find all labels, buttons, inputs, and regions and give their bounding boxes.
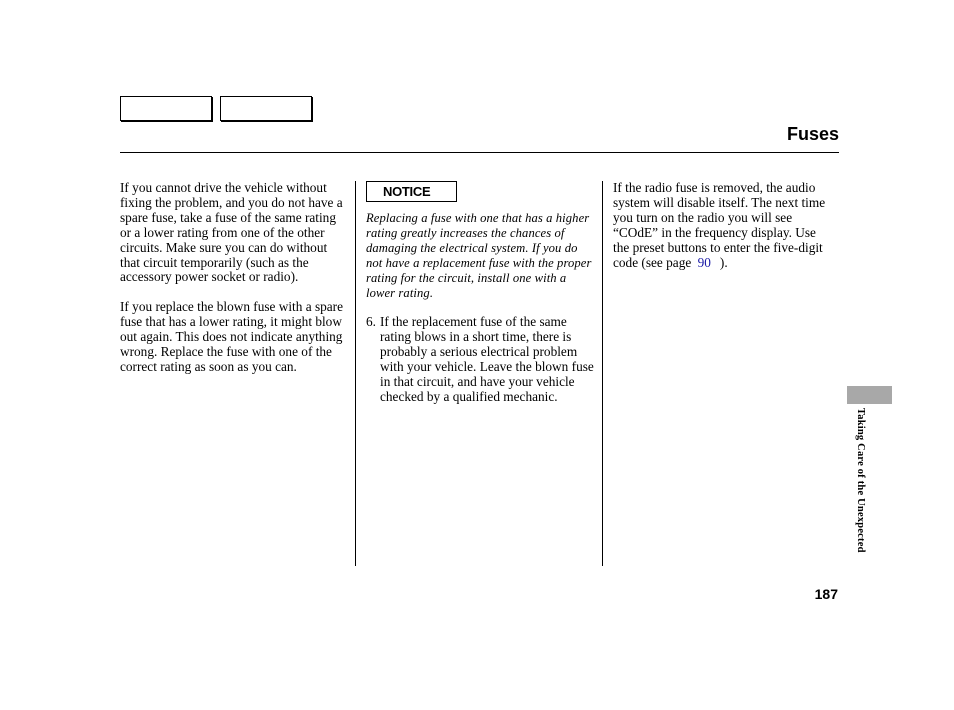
section-title: Fuses [786,124,839,144]
paragraph [613,181,833,270]
paragraph-text-end: ). [719,254,728,270]
chapter-label: Taking Care of the Unexpected [855,408,866,553]
notice-text: Replacing a fuse with one that has a higher rating greatly increases the chances of damaging the electrical system. If you do not have a replacement fuse with the proper rating for the circuit, install one with a lower rating. [366,211,592,300]
page-link[interactable]: 90 [697,254,711,270]
paragraph: If you cannot drive the vehicle without fixing the problem, and you do not have a spare fuse, take a fuse of the same rating or a lower rating from one of the other circuits. Make sure you can do without that circuit temporarily (such as the accessory power socket or radio). [120,180,343,285]
index-button[interactable] [220,96,312,121]
column-divider [602,181,603,566]
step-text: If the replacement fuse of the same rating blows in a short time, there is probably a serious electrical problem with your vehicle. Leave the blown fuse in that circuit, and have your vehicle checked by a qualified mechanic. [380,314,594,404]
page-number: 187 [814,586,838,602]
column-middle [366,181,594,405]
paragraph: If you replace the blown fuse with a spare fuse that has a lower rating, it might blow out again. This does not indicate anything wrong. Replace the fuse with one of the correct rating as soon as you can. [120,299,344,374]
header-divider [120,152,839,153]
column-divider [355,181,356,566]
column-left [120,181,346,390]
step-item [366,315,594,404]
notice-badge: NOTICE [366,181,457,202]
main-menu-button[interactable] [120,96,212,121]
step-number: 6. [366,314,376,330]
chapter-tab [847,386,892,404]
paragraph-text: If the radio fuse is removed, the audio system will disable itself. The next time you turn on the radio you will see “COdE” in the frequency display. Use the preset buttons to enter the five-digit code (see page [613,180,826,270]
column-right [613,181,833,285]
